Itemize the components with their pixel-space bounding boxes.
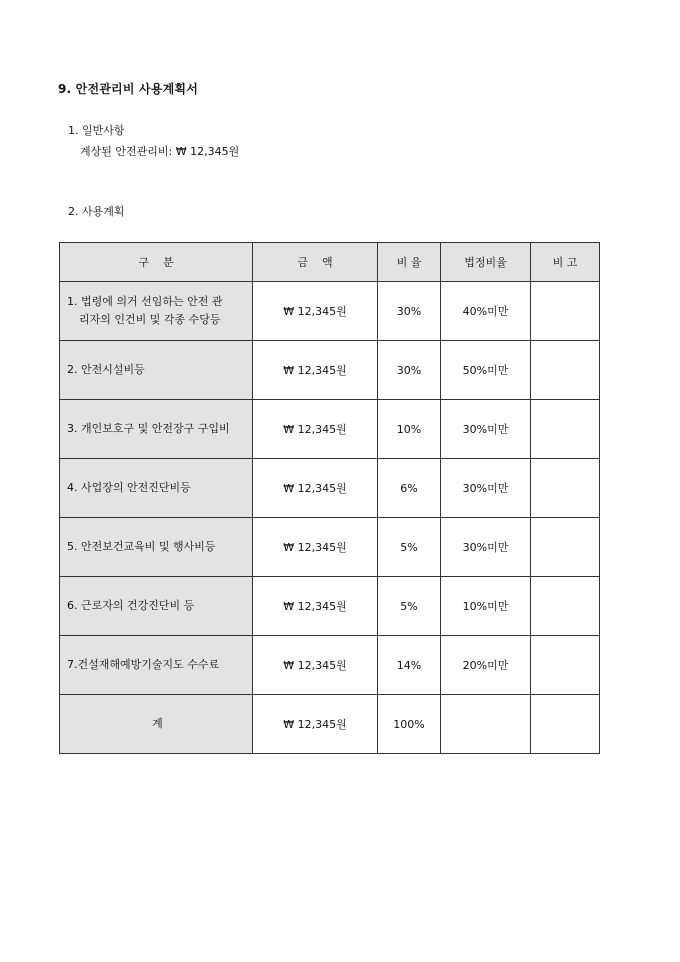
total-label: 계 [60, 695, 253, 754]
category-text-line2: 리자의 인건비 및 각종 수당등 [79, 313, 221, 326]
row-category: 6. 근로자의 건강진단비 등 [60, 577, 253, 636]
row-ratio: 5% [378, 518, 441, 577]
section-general-heading: 1. 일반사항 [68, 124, 125, 137]
table-row [60, 518, 600, 577]
row-amount: ₩ 12,345원 [253, 282, 378, 341]
row-ratio: 14% [378, 636, 441, 695]
row-legal-ratio: 30%미만 [441, 459, 531, 518]
table-row [60, 282, 600, 341]
row-note [531, 282, 600, 341]
total-legal-ratio [441, 695, 531, 754]
row-note [531, 400, 600, 459]
row-legal-ratio: 40%미만 [441, 282, 531, 341]
table-header-row [60, 243, 600, 282]
table-row [60, 577, 600, 636]
calculated-safety-cost: 계상된 안전관리비: ₩ 12,345원 [80, 145, 240, 158]
header-ratio: 비 율 [378, 243, 441, 282]
category-text-line1: 1. 법령에 의거 선임하는 안전 관 [67, 295, 223, 308]
row-category: 3. 개인보호구 및 안전장구 구입비 [60, 400, 253, 459]
header-amount: 금 액 [253, 243, 378, 282]
row-category: 4. 사업장의 안전진단비등 [60, 459, 253, 518]
row-legal-ratio: 20%미만 [441, 636, 531, 695]
row-amount: ₩ 12,345원 [253, 400, 378, 459]
row-amount: ₩ 12,345원 [253, 341, 378, 400]
table-row [60, 400, 600, 459]
row-category [60, 282, 253, 341]
row-amount: ₩ 12,345원 [253, 577, 378, 636]
row-amount: ₩ 12,345원 [253, 636, 378, 695]
row-legal-ratio: 30%미만 [441, 400, 531, 459]
row-ratio: 5% [378, 577, 441, 636]
row-note [531, 459, 600, 518]
safety-cost-plan-table [59, 242, 600, 754]
row-note [531, 577, 600, 636]
section-plan-heading: 2. 사용계획 [68, 205, 125, 218]
row-note [531, 341, 600, 400]
total-ratio: 100% [378, 695, 441, 754]
row-ratio: 6% [378, 459, 441, 518]
row-ratio: 30% [378, 282, 441, 341]
row-legal-ratio: 30%미만 [441, 518, 531, 577]
row-note [531, 636, 600, 695]
row-legal-ratio: 10%미만 [441, 577, 531, 636]
total-note [531, 695, 600, 754]
table-row [60, 341, 600, 400]
table-row [60, 636, 600, 695]
total-amount: ₩ 12,345원 [253, 695, 378, 754]
header-legal-ratio: 법정비율 [441, 243, 531, 282]
row-ratio: 10% [378, 400, 441, 459]
row-category: 5. 안전보건교육비 및 행사비등 [60, 518, 253, 577]
header-note: 비 고 [531, 243, 600, 282]
table-total-row [60, 695, 600, 754]
row-amount: ₩ 12,345원 [253, 518, 378, 577]
row-ratio: 30% [378, 341, 441, 400]
row-category: 7.건설재해예방기술지도 수수료 [60, 636, 253, 695]
row-amount: ₩ 12,345원 [253, 459, 378, 518]
row-category: 2. 안전시설비등 [60, 341, 253, 400]
document-title: 9. 안전관리비 사용계획서 [58, 82, 198, 96]
table-row [60, 459, 600, 518]
header-category: 구 분 [60, 243, 253, 282]
row-legal-ratio: 50%미만 [441, 341, 531, 400]
row-note [531, 518, 600, 577]
